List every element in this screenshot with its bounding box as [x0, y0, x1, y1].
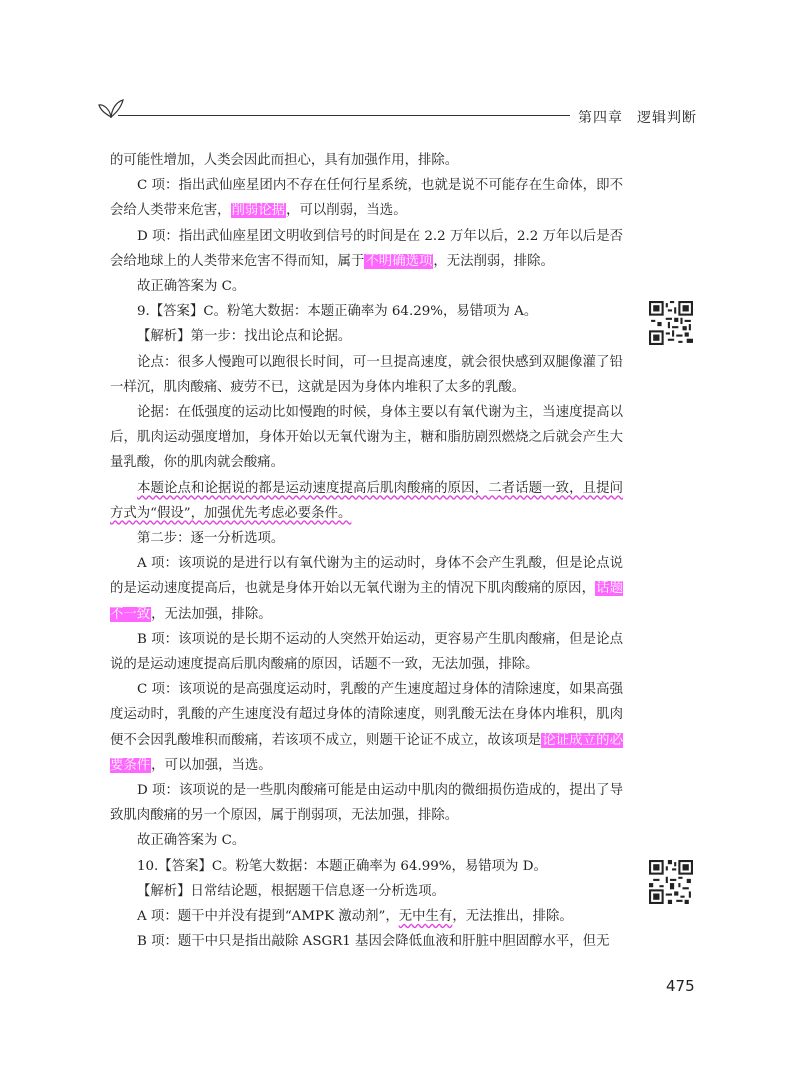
text-run: 的可能性增加，人类会因此而担心，具有加强作用，排除。 [110, 153, 459, 168]
highlighted-phrase: 削弱论据 [231, 203, 286, 219]
text-run: A 项：题干中并没有提到“AMPK 激动剂”， [137, 909, 399, 925]
text-run: 故正确答案为 C。 [137, 279, 246, 295]
text-run: D 项：指出武仙座星团文明收到信号的时间是在 2.2 万年以后，2.2 万年以后是否会给地球上的人类带来危害不得而知，属于 [110, 228, 623, 269]
answer-explanation-text [110, 148, 623, 955]
header-rule [118, 115, 570, 116]
underlined-phrase: 无中生有 [398, 909, 453, 925]
text-run: C 项：该项说的是高强度运动时，乳酸的产生速度超过身体的清除速度，如果高强度运动时，乳酸的产生速度没有超过身体的清除速度，则乳酸无法在身体内堆积，肌肉便不会因乳酸堆积而酸痛，若该项不成立，则题干论证不成立，故该项是 [110, 682, 623, 748]
paragraph [110, 828, 623, 853]
highlighted-phrase: 不明确选项 [365, 253, 433, 269]
underlined-phrase: 本题论点和论据说的都是运动速度提高后肌肉酸痛的原因，二者话题一致，且提问方式为“假设”，加强优先考虑必要条件。 [110, 480, 623, 521]
paragraph [110, 400, 623, 476]
highlighted-phrase: 论证成立的必要条件 [110, 732, 624, 773]
paragraph [110, 324, 623, 349]
text-run: B 项：题干中只是指出敲除 ASGR1 基因会降低血液和肝脏中胆固醇水平，但无 [137, 934, 610, 950]
text-run: 故正确答案为 C。 [137, 833, 246, 849]
qr-code-icon[interactable] [649, 860, 693, 904]
text-run: ，无法推出，排除。 [452, 909, 573, 925]
paragraph [110, 476, 623, 526]
chapter-number: 第四章 [578, 110, 623, 126]
paragraph [110, 677, 623, 778]
paragraph [110, 299, 623, 324]
paragraph [110, 778, 623, 828]
text-run: B 项：该项说的是长期不运动的人突然开始运动，更容易产生肌肉酸痛，但是论点说的是运动速度提高后肌肉酸痛的原因，话题不一致，无法加强，排除。 [110, 631, 623, 673]
text-run: D 项：该项说的是一些肌肉酸痛可能是由运动中肌肉的微细损伤造成的，提出了导致肌肉酸痛的另一个原因，属于削弱项，无法加强，排除。 [110, 783, 623, 824]
text-run: 【解析】第一步：找出论点和论据。 [137, 329, 352, 345]
paragraph [110, 148, 623, 173]
paragraph [110, 173, 623, 223]
paragraph [110, 551, 623, 627]
text-run: 10.【答案】C。粉笔大数据：本题正确率为 64.99%，易错项为 D。 [137, 858, 547, 874]
text-run: 论据：在低强度的运动比如慢跑的时候，身体主要以有氧代谢为主，当速度提高以后，肌肉运动强度增加，身体开始以无氧代谢为主，糖和脂肪剧烈燃烧之后就会产生大量乳酸，你的肌肉就会酸痛。 [110, 405, 623, 471]
paragraph [110, 854, 623, 879]
text-run: C 项：指出武仙座星团内不存在任何行星系统，也就是说不可能存在生命体，即不会给人类带来危害， [110, 178, 623, 219]
paragraph [110, 879, 623, 904]
text-run: ，无法加强，排除。 [151, 606, 272, 622]
text-run: 【解析】日常结论题，根据题干信息逐一分析选项。 [137, 883, 445, 899]
paragraph [110, 929, 623, 954]
paragraph [110, 350, 623, 400]
chapter-title: 逻辑判断 [637, 110, 697, 126]
paragraph [110, 526, 623, 551]
page-number: 475 [666, 977, 695, 995]
text-run: A 项：该项说的是进行以有氧代谢为主的运动时，身体不会产生乳酸，但是论点说的是运动速度提高后，也就是身体开始以无氧代谢为主的情况下肌肉酸痛的原因， [110, 556, 623, 597]
highlighted-phrase: 话题不一致 [110, 581, 624, 622]
qr-code-icon[interactable] [649, 301, 693, 345]
running-header [578, 107, 697, 127]
text-run: ，可以削弱，当选。 [286, 203, 407, 219]
paragraph [110, 904, 623, 929]
text-run: 9.【答案】C。粉笔大数据：本题正确率为 64.29%，易错项为 A。 [137, 304, 538, 320]
text-run: 第二步：逐一分析选项。 [137, 531, 285, 547]
paragraph [110, 274, 623, 299]
paragraph [110, 224, 623, 274]
text-run: 论点：很多人慢跑可以跑很长时间，可一旦提高速度，就会很快感到双腿像灌了铅一样沉，肌肉酸痛、疲劳不已，这就是因为身体内堆积了太多的乳酸。 [110, 354, 623, 395]
text-run: ，可以加强，当选。 [151, 757, 272, 773]
paragraph [110, 627, 623, 677]
text-run: ，无法削弱，排除。 [433, 253, 554, 269]
